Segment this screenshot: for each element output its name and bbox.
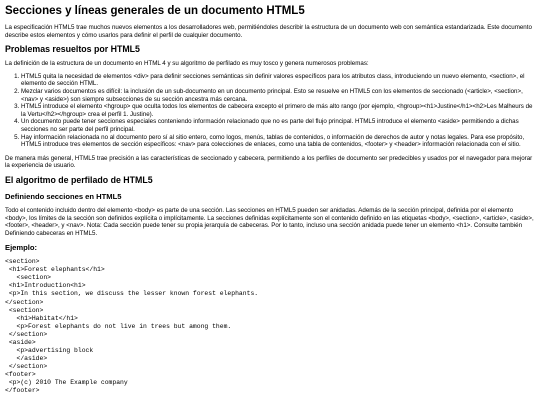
- list-item: 2. Mezclar varios documentos es difícil: la inclusión de un sub-documento en un documento principal. Esto se resuelve en HTML5 con los elementos de seccionado (<article>, <section>, <nav> y <aside>) son siempre subsecciones de su sección ancestra más cercana.: [21, 88, 535, 103]
- list-item: 4. Un documento puede tener secciones especiales conteniendo información relacionado que no es parte del flujo principal. HTML5 introduce el elemento <aside> permitiendo a dichas secciones no ser parte del perfil principal.: [21, 118, 535, 133]
- page-title: Secciones y líneas generales de un documento HTML5: [5, 5, 305, 17]
- problems-intro: La definición de la estructura de un documento en HTML 4 y su algoritmo de perfilado es muy tosco y genera numerosos problemas:: [5, 60, 369, 68]
- problems-summary: De manera más general, HTML5 trae precisión a las características de seccionado y cabecera, permitiendo a los perfiles de documento ser predecibles y usados por el navegador para mejorar la experiencia de usuario.: [5, 154, 533, 170]
- intro-paragraph: La especificación HTML5 trae muchos nuevos elementos a los desarrolladores web, permitiéndoles describir la estructura de un documento web con semántica estandarizada. Este documento describe estos elementos y cómo usarlos para definir el perfil de cualquier documento.: [5, 24, 532, 39]
- example-heading: Ejemplo:: [5, 243, 38, 253]
- algorithm-heading: El algoritmo de perfilado de HTML5: [5, 174, 153, 185]
- problems-heading: Problemas resueltos por HTML5: [5, 44, 140, 55]
- sections-subheading: Definiendo secciones en HTML5: [5, 191, 122, 201]
- sections-paragraph: Todo el contenido incluido dentro del elemento <body> es parte de una sección. Las secciones en HTML5 pueden ser anidadas. Además de la sección principal, definida por el elemento <body>, los límites de la sección son definidos explícita o implícitamente. La secciones definidas explícitamente son el contenido definido en las etiquetas <body>, <section>, <article>, <aside>, <footer>, <header>, y <nav>. Nota: Cada sección puede tener su propia jerarquía de cabeceras. Por lo tanto, incluso una sección anidada puede tener un elemento <h1>. Consulte también Definiendo cabeceras en HTML5.: [5, 206, 534, 237]
- problems-list: [5, 73, 535, 149]
- list-item: 1. HTML5 quita la necesidad de elementos <div> para definir secciones semánticas sin definir valores específicos para los atributos class, introduciendo un nuevo elemento, <section>, el elemento de sección HTML.: [21, 73, 535, 88]
- list-item: 3. HTML5 introduce el elemento <hgroup> que oculta todos los elementos de cabecera excepto el primero de más alto rango (por ejemplo, <hgroup><h1>Justine</h1><h2>Les Malheurs de la Vertu</h2></hgroup> crea el perfil 1. Justine).: [21, 103, 535, 118]
- code-example: <section> <h1>Forest elephants</h1> <section> <h1>Introduction<h1> <p>In this section, we discuss the lesser known forest elephants. </section> <section> <h1>Habitat</h1> <p>Forest elephants do not live in trees but among them. </section> <aside> <p>advertising block </aside> </section> <footer> <p>(c) 2010 The Example company </footer>: [5, 258, 259, 395]
- list-item: 5. Hay información relacionada no al documento pero sí al sitio entero, como logos, menús, tablas de contenidos, o información de derechos de autor y notas legales. Para ese propósito, HTML5 introduce tres elementos de sección específicos: <nav> para colecciones de enlaces, como una tabla de contenidos, <footer> y <header> información relacionada con el sitio.: [21, 134, 535, 149]
